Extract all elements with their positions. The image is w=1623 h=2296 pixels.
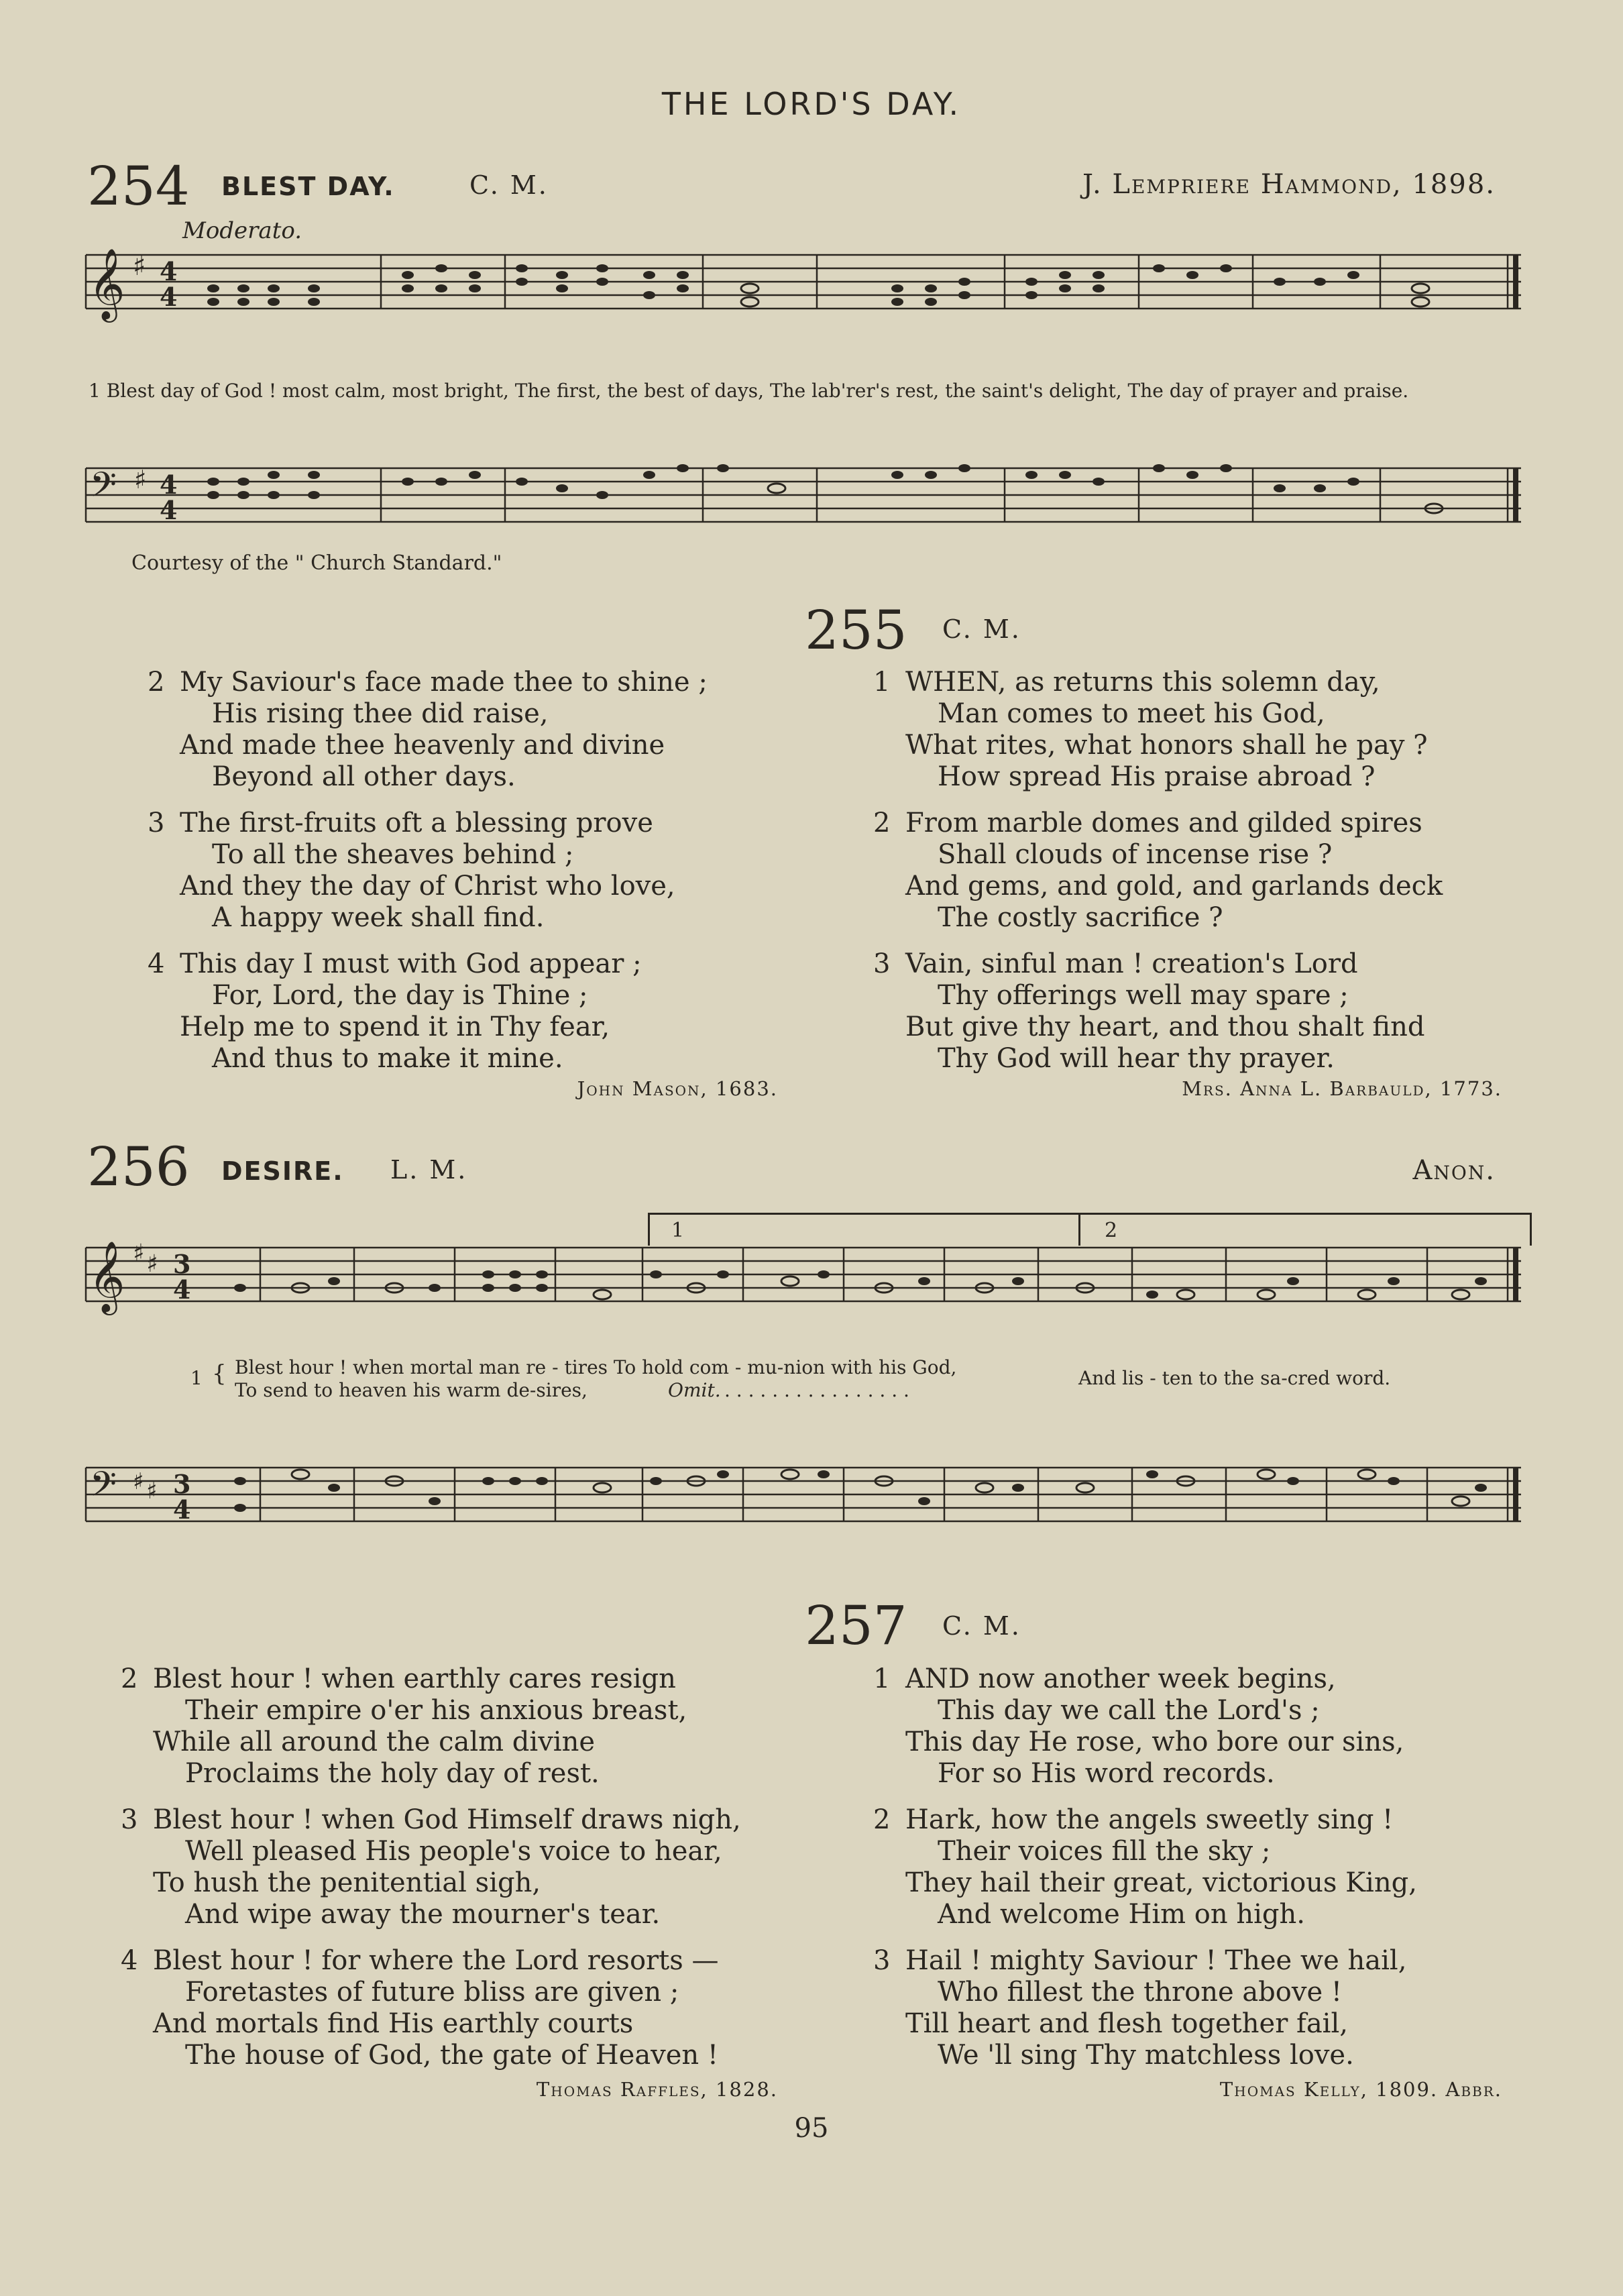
svg-text:𝄢: 𝄢 — [90, 1464, 117, 1513]
bass-staff-254 — [79, 461, 1528, 535]
running-head: THE LORD'S DAY. — [661, 86, 962, 122]
verse-254-4: 4 This day I must with God appear ; For, Lord, the day is Thine ; Help me to spend it in Thy fear, And thus to make it mine. — [148, 948, 642, 1074]
composer-254: J. Lempriere Hammond, 1898. — [1082, 169, 1496, 200]
author-256: Thomas Raffles, 1828. — [536, 2078, 778, 2101]
meter-256: L. M. — [390, 1155, 468, 1185]
underlay-256-omit: Omit. — [668, 1379, 721, 1401]
verse-number: 3 — [121, 1804, 138, 1835]
underlay-256-dots: . . . . . . . . . . . . . . . . — [724, 1379, 909, 1401]
verse-257-1: 1 AND now another week begins, This day we call the Lord's ; This day He rose, who bore our sins, For so His word records. — [873, 1663, 1404, 1789]
svg-text:♯: ♯ — [133, 1468, 144, 1495]
svg-text:♯: ♯ — [146, 1478, 158, 1505]
svg-text:4: 4 — [160, 495, 178, 525]
svg-text:3: 3 — [173, 1469, 191, 1499]
treble-staff-256-svg — [79, 1241, 1528, 1355]
meter-254: C. M. — [469, 170, 549, 200]
verse-number: 3 — [873, 948, 891, 979]
svg-text:𝄞: 𝄞 — [89, 248, 125, 319]
verse-number: 2 — [121, 1663, 138, 1694]
svg-text:4: 4 — [160, 282, 178, 312]
meter-257: C. M. — [942, 1611, 1021, 1641]
underlay-254: 1 Blest day of God ! most calm, most bright, The first, the best of days, The lab'rer's rest, the saint's delight, The day of prayer and praise. — [89, 380, 1409, 402]
volta-2-label: 2 — [1105, 1219, 1118, 1242]
author-254: John Mason, 1683. — [577, 1077, 778, 1100]
credit-254: Courtesy of the " Church Standard." — [131, 551, 502, 575]
verse-number: 4 — [121, 1945, 138, 1976]
svg-text:4: 4 — [160, 256, 178, 286]
tempo-marking: Moderato. — [182, 217, 302, 244]
verse-number: 2 — [873, 808, 891, 838]
verse-number: 1 — [873, 1663, 891, 1694]
verse-256-3: 3 Blest hour ! when God Himself draws nigh, Well pleased His people's voice to hear, To hush the penitential sigh, And wipe away the mourner's tear. — [121, 1804, 741, 1930]
verse-number: 2 — [148, 667, 165, 698]
verse-number: 3 — [148, 808, 165, 838]
underlay-256-number: 1 — [190, 1367, 203, 1389]
verses-254 — [148, 667, 708, 1089]
verses-255 — [873, 667, 1443, 1089]
verse-254-2: 2 My Saviour's face made thee to shine ; His rising thee did raise, And made thee heavenly and divine Beyond all other days. — [148, 667, 708, 792]
verse-number: 1 — [873, 667, 891, 698]
svg-text:4: 4 — [173, 1274, 191, 1305]
verse-255-2: 2 From marble domes and gilded spires Shall clouds of incense rise ? And gems, and gold, and garlands deck The costly sacrifice ? — [873, 808, 1443, 933]
svg-text:4: 4 — [160, 470, 178, 500]
underlay-256-line2: To send to heaven his warm de-sires, — [235, 1379, 587, 1401]
verse-number: 4 — [148, 948, 165, 979]
treble-staff-254-svg — [79, 248, 1528, 369]
verse-255-1: 1 WHEN, as returns this solemn day, Man comes to meet his God, What rites, what honors shall he pay ? How spread His praise abroad ? — [873, 667, 1428, 792]
volta-1-label: 1 — [671, 1219, 685, 1242]
composer-256: Anon. — [1412, 1155, 1496, 1186]
svg-text:𝄞: 𝄞 — [89, 1241, 125, 1312]
verses-257 — [873, 1663, 1417, 2086]
verse-255-3: 3 Vain, sinful man ! creation's Lord Thy offerings well may spare ; But give thy heart, and thou shalt find Thy God will hear thy prayer. — [873, 948, 1425, 1074]
treble-staff-254 — [79, 248, 1528, 369]
verse-257-2: 2 Hark, how the angels sweetly sing ! Their voices fill the sky ; They hail their great, victorious King, And welcome Him on high. — [873, 1804, 1417, 1930]
bass-staff-254-svg — [79, 461, 1528, 535]
meter-255: C. M. — [942, 614, 1021, 644]
hymn-number-256: 256 — [87, 1136, 190, 1198]
svg-text:♯: ♯ — [134, 465, 147, 494]
svg-text:♯: ♯ — [146, 1250, 158, 1278]
underlay-256-brace: { — [212, 1360, 227, 1387]
verse-256-2: 2 Blest hour ! when earthly cares resign Their empire o'er his anxious breast, While all around the calm divine Proclaims the holy day of rest. — [121, 1663, 687, 1789]
bass-staff-256 — [79, 1461, 1528, 1541]
underlay-256-end: And lis - ten to the sa-cred word. — [1078, 1367, 1391, 1389]
hymn-number-257: 257 — [805, 1594, 907, 1657]
svg-text:3: 3 — [173, 1249, 191, 1279]
svg-text:4: 4 — [173, 1494, 191, 1525]
tune-name-254: BLEST DAY. — [221, 172, 395, 201]
treble-staff-256 — [79, 1241, 1528, 1355]
underlay-256-line1: Blest hour ! when mortal man re - tires To hold com - mu-nion with his God, — [235, 1356, 957, 1378]
tune-name-256: DESIRE. — [221, 1156, 344, 1186]
verse-254-3: 3 The first-fruits oft a blessing prove To all the sheaves behind ; And they the day of Christ who love, A happy week shall find. — [148, 808, 675, 933]
author-257: Thomas Kelly, 1809. Abbr. — [1219, 2078, 1502, 2101]
verse-number: 3 — [873, 1945, 891, 1976]
hymn-number-254: 254 — [87, 155, 190, 217]
author-255: Mrs. Anna L. Barbauld, 1773. — [1182, 1077, 1502, 1100]
bass-staff-256-svg — [79, 1461, 1528, 1541]
page-number: 95 — [794, 2113, 829, 2144]
svg-text:♯: ♯ — [133, 251, 146, 282]
verse-number: 2 — [873, 1804, 891, 1835]
svg-text:♯: ♯ — [133, 1241, 145, 1267]
hymn-number-255: 255 — [805, 599, 907, 661]
verses-256 — [121, 1663, 741, 2086]
svg-text:𝄢: 𝄢 — [90, 464, 117, 513]
verse-257-3: 3 Hail ! mighty Saviour ! Thee we hail, Who fillest the throne above ! Till heart and flesh together fail, We 'll sing Thy matchless love. — [873, 1945, 1407, 2071]
verse-256-4: 4 Blest hour ! for where the Lord resorts — Foretastes of future bliss are given ; And mortals find His earthly courts The house of God, the gate of Heaven ! — [121, 1945, 719, 2071]
